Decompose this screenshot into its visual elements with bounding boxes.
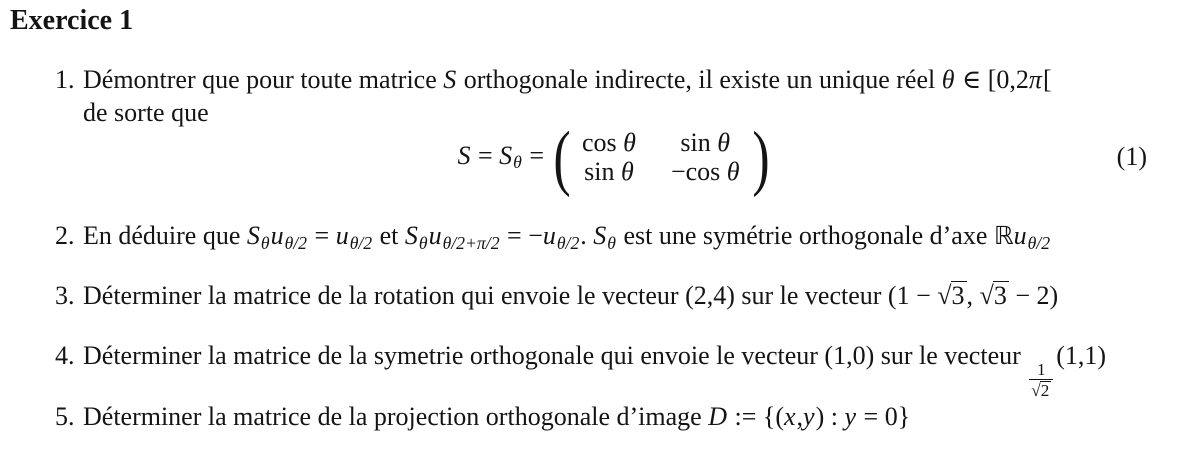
matrix-grid — [574, 128, 749, 186]
text-run: = — [471, 140, 500, 170]
text-run: est une symétrie orthogonale d’axe — [616, 221, 994, 250]
math-italic: D — [708, 402, 727, 431]
text-run: 1 — [1036, 359, 1046, 379]
text-run: (1,1) — [1056, 341, 1107, 370]
text-run: . — [580, 221, 594, 250]
item-number: 3. — [55, 281, 75, 310]
text-run: de sorte que — [83, 98, 209, 127]
subscript: θ/2 — [284, 232, 308, 253]
math-italic: θ — [941, 65, 955, 94]
text-run: = 0} — [857, 402, 911, 431]
blackboard-r: ℝ — [993, 221, 1014, 250]
math-italic: y — [803, 402, 815, 431]
item-text — [83, 219, 1151, 260]
matrix-cell-21 — [582, 157, 637, 186]
equation-display — [83, 116, 1147, 198]
fraction-numerator — [1037, 360, 1046, 380]
math-italic: S — [443, 65, 457, 94]
exercise-item-2 — [55, 219, 1151, 260]
item-text — [83, 63, 1151, 129]
fraction-denominator — [1029, 379, 1053, 401]
math-italic: u — [542, 221, 556, 250]
math-italic: u — [335, 221, 349, 250]
text-run: Déterminer la matrice de la symetrie orthogonale qui envoie le vecteur (1,0) sur le vecteur — [83, 341, 1028, 370]
subscript: θ/2 — [556, 232, 580, 253]
subscript: θ/2 — [1027, 232, 1051, 253]
math-italic: x — [784, 402, 796, 431]
text-run: = — [308, 221, 336, 250]
exercise-item-3 — [55, 279, 1151, 312]
radicand: 2 — [1040, 381, 1050, 401]
matrix-cell-11 — [582, 128, 637, 157]
math-italic: S — [404, 221, 418, 250]
radicand: 3 — [993, 281, 1007, 310]
radical-sign: √ — [979, 281, 994, 310]
fraction — [1029, 360, 1053, 401]
subscript: θ — [260, 232, 270, 253]
square-root — [937, 281, 966, 310]
item-text — [83, 400, 1151, 433]
radicand: 3 — [951, 281, 965, 310]
text-run: En déduire que — [83, 221, 247, 250]
square-root — [980, 281, 1009, 310]
text-run: ∈ [0,2 — [955, 65, 1029, 94]
subscript: θ — [418, 232, 428, 253]
text-run: et — [373, 221, 405, 250]
subscript: θ/2+π/2 — [442, 232, 500, 253]
radical-sign: √ — [1031, 381, 1041, 401]
math-italic: π — [1028, 65, 1042, 94]
math-italic: y — [844, 402, 857, 431]
item-number: 2. — [55, 221, 75, 250]
item-number: 1. — [55, 65, 75, 94]
text-run: sin — [680, 128, 718, 157]
math-italic: u — [428, 221, 442, 250]
text-run: , — [796, 402, 804, 431]
item-text — [83, 339, 1151, 401]
radical-sign: √ — [937, 281, 952, 310]
exercise-item-4 — [55, 339, 1151, 401]
text-run: − 2) — [1008, 281, 1059, 310]
text-run: := {( — [727, 402, 784, 431]
text-run: orthogonale indirecte, il existe un unique réel — [457, 65, 942, 94]
exercise-item-1 — [55, 63, 1151, 129]
math-italic: S — [457, 140, 471, 170]
matrix: ( cos θ sin θ sin θ −cos θ ) — [553, 116, 770, 198]
math-italic: S — [593, 221, 607, 250]
text-run: sin — [584, 157, 621, 186]
equation-number: (1) — [1116, 142, 1147, 171]
text-run: = − — [500, 221, 543, 250]
text-run: Déterminer la matrice de la rotation qui envoie le vecteur (2,4) sur le vecteur (1 − — [83, 281, 938, 310]
page-title: Exercice 1 — [10, 5, 134, 36]
matrix-cell-12 — [671, 128, 741, 157]
exercise-item-5 — [55, 400, 1151, 433]
math-italic: θ — [726, 157, 740, 186]
subscript: θ — [607, 232, 616, 253]
text-run: Déterminer la matrice de la projection orthogonale d’image — [83, 402, 709, 431]
math-italic: θ — [717, 128, 731, 157]
subscript: θ/2 — [349, 232, 373, 253]
text-run: −cos — [670, 157, 727, 186]
subscript: θ — [513, 152, 522, 173]
matrix-cell-22 — [671, 157, 741, 186]
math-italic: S — [246, 221, 260, 250]
item-number: 4. — [55, 341, 75, 370]
equation-lhs — [457, 141, 544, 174]
math-italic: θ — [620, 157, 634, 186]
text-run: ) : — [815, 402, 845, 431]
item-number: 5. — [55, 402, 75, 431]
text-run: [ — [1042, 65, 1052, 94]
math-italic: θ — [623, 128, 636, 157]
math-italic: u — [270, 221, 284, 250]
text-run: Démontrer que pour toute matrice — [83, 65, 444, 94]
square-root — [1031, 381, 1051, 400]
item-text — [83, 279, 1151, 312]
text-run: = — [522, 140, 544, 170]
text-run: , — [966, 281, 980, 310]
math-italic: u — [1013, 221, 1027, 250]
math-italic: S — [499, 140, 513, 170]
text-run: cos — [581, 128, 624, 157]
